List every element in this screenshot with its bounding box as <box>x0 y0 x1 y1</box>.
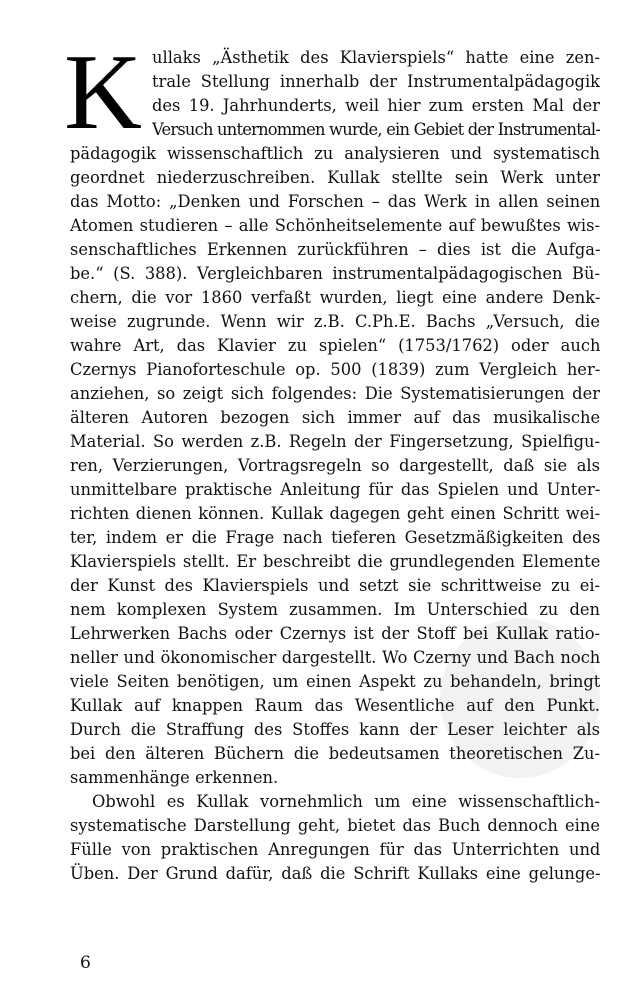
paragraph-1 <box>64 33 600 790</box>
text-line: unmittelbare praktische Anleitung für das Spielen und Unter- <box>70 480 600 499</box>
text-line: trale Stellung innerhalb der Instrumentalpädagogik <box>152 72 600 91</box>
text-line: Kullak auf knappen Raum das Wesentliche auf den Punkt. <box>70 696 600 715</box>
text-line: älteren Autoren bezogen sich immer auf das musikalische <box>70 408 600 427</box>
text-line: Czernys Pianoforteschule op. 500 (1839) zum Vergleich her- <box>70 360 600 379</box>
text-line: bei den älteren Büchern die bedeutsamen theoretischen Zu- <box>70 744 600 763</box>
text-line: anziehen, so zeigt sich folgendes: Die Systematisierungen der <box>70 384 600 403</box>
text-line: senschaftliches Erkennen zurückführen – dies ist die Aufga- <box>70 240 600 259</box>
page-number: 6 <box>80 953 91 973</box>
text-line: Üben. Der Grund dafür, daß die Schrift Kullaks eine gelunge- <box>70 864 600 883</box>
text-line: weise zugrunde. Wenn wir z.B. C.Ph.E. Bachs „Versuch, die <box>70 312 600 331</box>
text-line: der Kunst des Klavierspiels und setzt sie schrittweise zu ei- <box>70 576 600 595</box>
text-line: Lehrwerken Bachs oder Czernys ist der Stoff bei Kullak ratio- <box>70 624 600 643</box>
text-line: be.“ (S. 388). Vergleichbaren instrumentalpädagogischen Bü- <box>70 264 600 283</box>
text-line: Versuch unternommen wurde, ein Gebiet der Instrumental- <box>152 120 600 139</box>
text-line: chern, die vor 1860 verfaßt wurden, liegt eine andere Denk- <box>70 288 600 307</box>
text-line: nem komplexen System zusammen. Im Unterschied zu den <box>70 600 600 619</box>
text-line: viele Seiten benötigen, um einen Aspekt zu behandeln, bringt <box>70 672 600 691</box>
paragraph-2 <box>70 790 600 886</box>
text-line: wahre Art, das Klavier zu spielen“ (1753/1762) oder auch <box>70 336 600 355</box>
text-line: Obwohl es Kullak vornehmlich um eine wissenschaftlich- <box>92 792 600 811</box>
book-page <box>64 33 600 886</box>
text-line: ter, indem er die Frage nach tieferen Gesetzmäßigkeiten des <box>70 528 600 547</box>
text-line: Klavierspiels stellt. Er beschreibt die grundlegenden Elemente <box>70 552 600 571</box>
text-line: Fülle von praktischen Anregungen für das Unterrichten und <box>70 840 600 859</box>
text-line: neller und ökonomischer dargestellt. Wo Czerny und Bach noch <box>70 648 600 667</box>
text-line: des 19. Jahrhunderts, weil hier zum ersten Mal der <box>152 96 600 115</box>
text-line: systematische Darstellung geht, bietet das Buch dennoch eine <box>70 816 600 835</box>
text-line: ullaks „Ästhetik des Klavierspiels“ hatte eine zen- <box>152 48 600 67</box>
text-line: Material. So werden z.B. Regeln der Fingersetzung, Spielfigu- <box>70 432 600 451</box>
text-line: Atomen studieren – alle Schönheitselemente auf bewußtes wis- <box>70 216 600 235</box>
text-line: richten dienen können. Kullak dagegen geht einen Schritt wei- <box>70 504 600 523</box>
text-line: pädagogik wissenschaftlich zu analysieren und systematisch <box>70 144 600 163</box>
drop-cap: K <box>64 33 142 152</box>
text-line: ren, Verzierungen, Vortragsregeln so dargestellt, daß sie als <box>70 456 600 475</box>
text-line: das Motto: „Denken und Forschen – das Werk in allen seinen <box>70 192 600 211</box>
text-line: sammenhänge erkennen. <box>70 768 279 787</box>
text-line: Durch die Straffung des Stoffes kann der Leser leichter als <box>70 720 600 739</box>
text-line: geordnet niederzuschreiben. Kullak stellte sein Werk unter <box>70 168 600 187</box>
